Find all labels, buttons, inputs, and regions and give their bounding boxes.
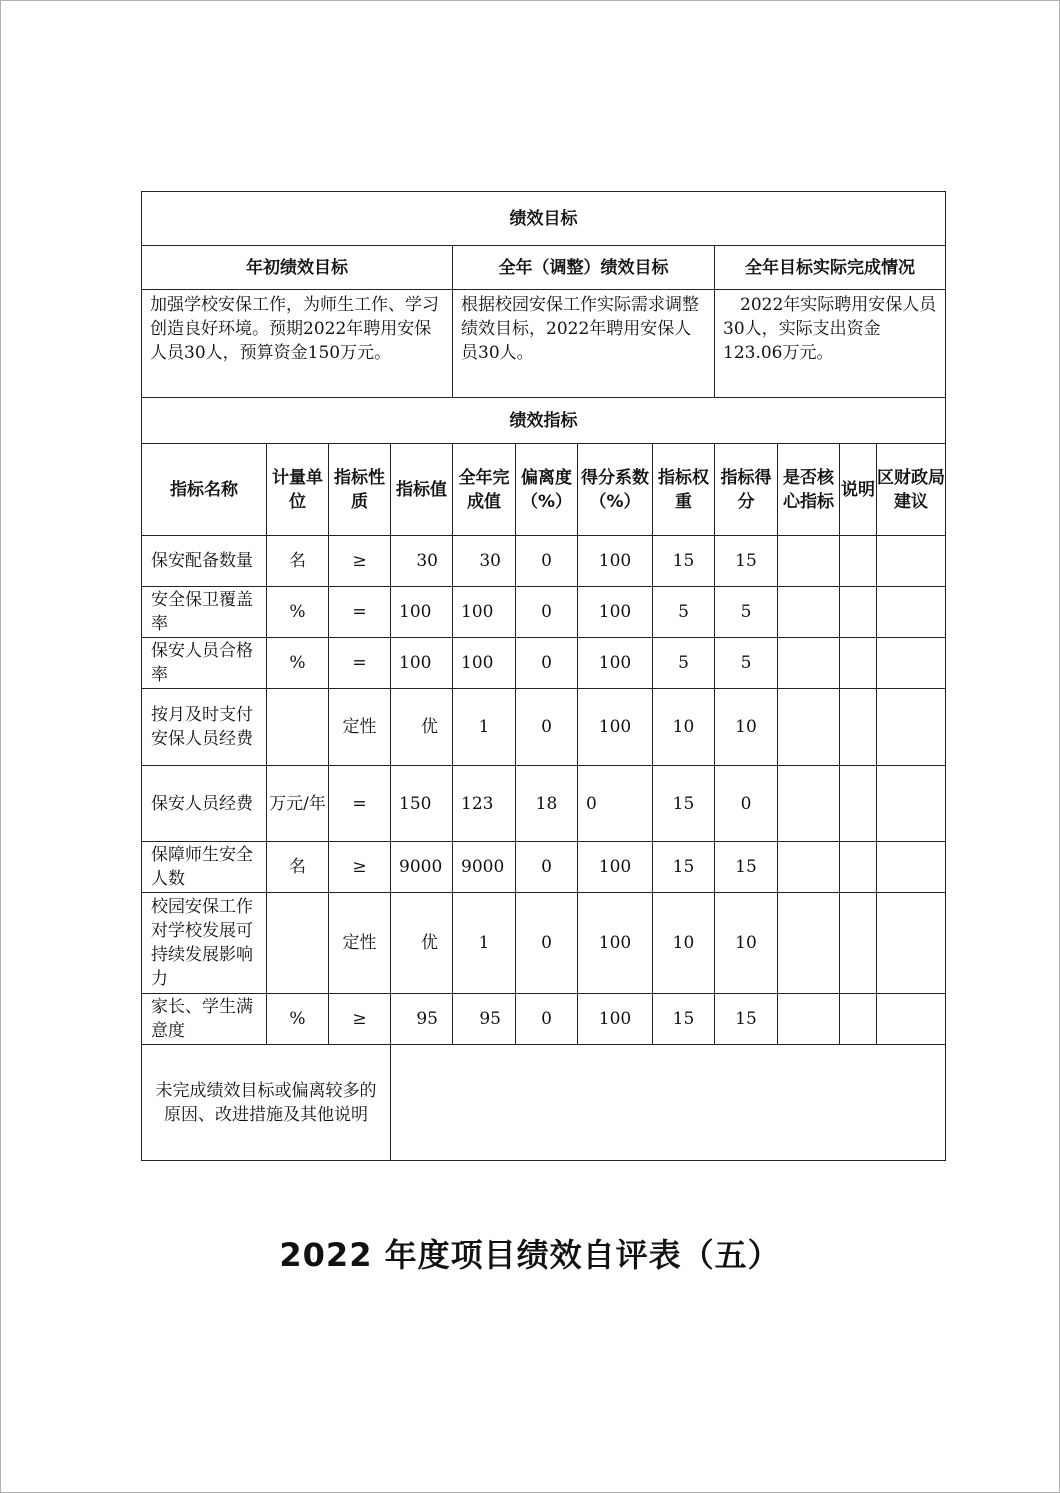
- col-header-remark: 说明: [840, 444, 877, 536]
- cell-core: [778, 766, 840, 842]
- cell-actual: 30: [453, 536, 516, 587]
- table-row: [142, 536, 946, 587]
- cell-unit: %: [267, 638, 329, 689]
- cell-weight: 10: [653, 893, 715, 994]
- cell-actual: 95: [453, 994, 516, 1045]
- goal-text-actual: 2022年实际聘用安保人员30人，实际支出资金123.06万元。: [715, 290, 946, 398]
- cell-coef: 100: [578, 994, 653, 1045]
- cell-actual: 9000: [453, 842, 516, 893]
- cell-weight: 10: [653, 689, 715, 766]
- cell-score: 5: [715, 587, 778, 638]
- cell-deviation: 0: [516, 842, 578, 893]
- col-header-deviation: 偏离度（%）: [516, 444, 578, 536]
- performance-table: [141, 191, 946, 1161]
- col-header-name: 指标名称: [142, 444, 267, 536]
- cell-name: 保安人员合格率: [142, 638, 267, 689]
- column-header-row: [142, 444, 946, 536]
- cell-deviation: 18: [516, 766, 578, 842]
- goal-header-actual: 全年目标实际完成情况: [715, 246, 946, 290]
- cell-unit: [267, 893, 329, 994]
- cell-advice: [877, 893, 946, 994]
- cell-score: 15: [715, 536, 778, 587]
- table-row: [142, 587, 946, 638]
- cell-weight: 15: [653, 994, 715, 1045]
- document-title: 2022 年度项目绩效自评表（五）: [279, 1236, 781, 1274]
- cell-target: 100: [391, 638, 453, 689]
- goal-header-initial: 年初绩效目标: [142, 246, 453, 290]
- cell-name: 保安配备数量: [142, 536, 267, 587]
- cell-core: [778, 994, 840, 1045]
- cell-score: 5: [715, 638, 778, 689]
- cell-name: 保障师生安全人数: [142, 842, 267, 893]
- cell-target: 优: [391, 893, 453, 994]
- cell-advice: [877, 766, 946, 842]
- col-header-unit: 计量单位: [267, 444, 329, 536]
- cell-score: 10: [715, 689, 778, 766]
- note-label: 未完成绩效目标或偏离较多的原因、改进措施及其他说明: [142, 1045, 391, 1161]
- section-indicator-heading: 绩效指标: [142, 398, 946, 444]
- goal-text-adjusted: 根据校园安保工作实际需求调整绩效目标，2022年聘用安保人员30人。: [453, 290, 715, 398]
- note-row: [142, 1045, 946, 1161]
- col-header-nature: 指标性质: [329, 444, 391, 536]
- col-header-actual: 全年完成值: [453, 444, 516, 536]
- cell-score: 15: [715, 842, 778, 893]
- cell-nature: ≥: [329, 536, 391, 587]
- cell-score: 10: [715, 893, 778, 994]
- cell-advice: [877, 536, 946, 587]
- cell-deviation: 0: [516, 587, 578, 638]
- cell-actual: 100: [453, 587, 516, 638]
- cell-target: 30: [391, 536, 453, 587]
- cell-name: 家长、学生满意度: [142, 994, 267, 1045]
- note-value: [391, 1045, 946, 1161]
- goal-text-initial: 加强学校安保工作，为师生工作、学习创造良好环境。预期2022年聘用安保人员30人，预算资金150万元。: [142, 290, 453, 398]
- cell-core: [778, 536, 840, 587]
- cell-unit: %: [267, 587, 329, 638]
- cell-nature: 定性: [329, 689, 391, 766]
- cell-nature: ≥: [329, 994, 391, 1045]
- cell-name: 校园安保工作对学校发展可持续发展影响力: [142, 893, 267, 994]
- cell-advice: [877, 689, 946, 766]
- table-row: [142, 766, 946, 842]
- cell-remark: [840, 638, 877, 689]
- col-header-core: 是否核心指标: [778, 444, 840, 536]
- cell-score: 15: [715, 994, 778, 1045]
- cell-weight: 15: [653, 536, 715, 587]
- cell-nature: =: [329, 638, 391, 689]
- cell-unit: 名: [267, 842, 329, 893]
- cell-target: 优: [391, 689, 453, 766]
- col-header-target: 指标值: [391, 444, 453, 536]
- cell-remark: [840, 689, 877, 766]
- col-header-score: 指标得分: [715, 444, 778, 536]
- cell-nature: 定性: [329, 893, 391, 994]
- col-header-coef: 得分系数（%）: [578, 444, 653, 536]
- cell-coef: 100: [578, 689, 653, 766]
- table-row: [142, 638, 946, 689]
- cell-deviation: 0: [516, 893, 578, 994]
- cell-deviation: 0: [516, 994, 578, 1045]
- cell-remark: [840, 893, 877, 994]
- cell-target: 150: [391, 766, 453, 842]
- col-header-weight: 指标权重: [653, 444, 715, 536]
- cell-coef: 100: [578, 587, 653, 638]
- cell-coef: 100: [578, 842, 653, 893]
- cell-weight: 5: [653, 587, 715, 638]
- cell-core: [778, 587, 840, 638]
- cell-core: [778, 842, 840, 893]
- cell-actual: 1: [453, 893, 516, 994]
- cell-deviation: 0: [516, 638, 578, 689]
- cell-unit: 万元/年: [267, 766, 329, 842]
- cell-name: 按月及时支付安保人员经费: [142, 689, 267, 766]
- cell-advice: [877, 842, 946, 893]
- cell-actual: 123: [453, 766, 516, 842]
- cell-weight: 5: [653, 638, 715, 689]
- table-row: [142, 994, 946, 1045]
- cell-unit: [267, 689, 329, 766]
- cell-remark: [840, 994, 877, 1045]
- cell-target: 95: [391, 994, 453, 1045]
- table-row: [142, 689, 946, 766]
- col-header-advice: 区财政局建议: [877, 444, 946, 536]
- table-row: [142, 893, 946, 994]
- cell-remark: [840, 842, 877, 893]
- cell-core: [778, 638, 840, 689]
- cell-coef: 100: [578, 893, 653, 994]
- cell-deviation: 0: [516, 536, 578, 587]
- cell-deviation: 0: [516, 689, 578, 766]
- cell-unit: %: [267, 994, 329, 1045]
- cell-coef: 0: [578, 766, 653, 842]
- cell-nature: =: [329, 766, 391, 842]
- goal-header-adjusted: 全年（调整）绩效目标: [453, 246, 715, 290]
- cell-score: 0: [715, 766, 778, 842]
- cell-nature: ≥: [329, 842, 391, 893]
- cell-coef: 100: [578, 638, 653, 689]
- cell-target: 100: [391, 587, 453, 638]
- cell-name: 安全保卫覆盖率: [142, 587, 267, 638]
- cell-remark: [840, 587, 877, 638]
- cell-core: [778, 893, 840, 994]
- cell-weight: 15: [653, 842, 715, 893]
- cell-nature: =: [329, 587, 391, 638]
- cell-actual: 100: [453, 638, 516, 689]
- cell-core: [778, 689, 840, 766]
- cell-advice: [877, 638, 946, 689]
- cell-name: 保安人员经费: [142, 766, 267, 842]
- cell-advice: [877, 994, 946, 1045]
- cell-advice: [877, 587, 946, 638]
- cell-remark: [840, 536, 877, 587]
- cell-remark: [840, 766, 877, 842]
- table-row: [142, 842, 946, 893]
- cell-actual: 1: [453, 689, 516, 766]
- cell-coef: 100: [578, 536, 653, 587]
- cell-weight: 15: [653, 766, 715, 842]
- cell-target: 9000: [391, 842, 453, 893]
- section-goal-heading: 绩效目标: [142, 192, 946, 246]
- cell-unit: 名: [267, 536, 329, 587]
